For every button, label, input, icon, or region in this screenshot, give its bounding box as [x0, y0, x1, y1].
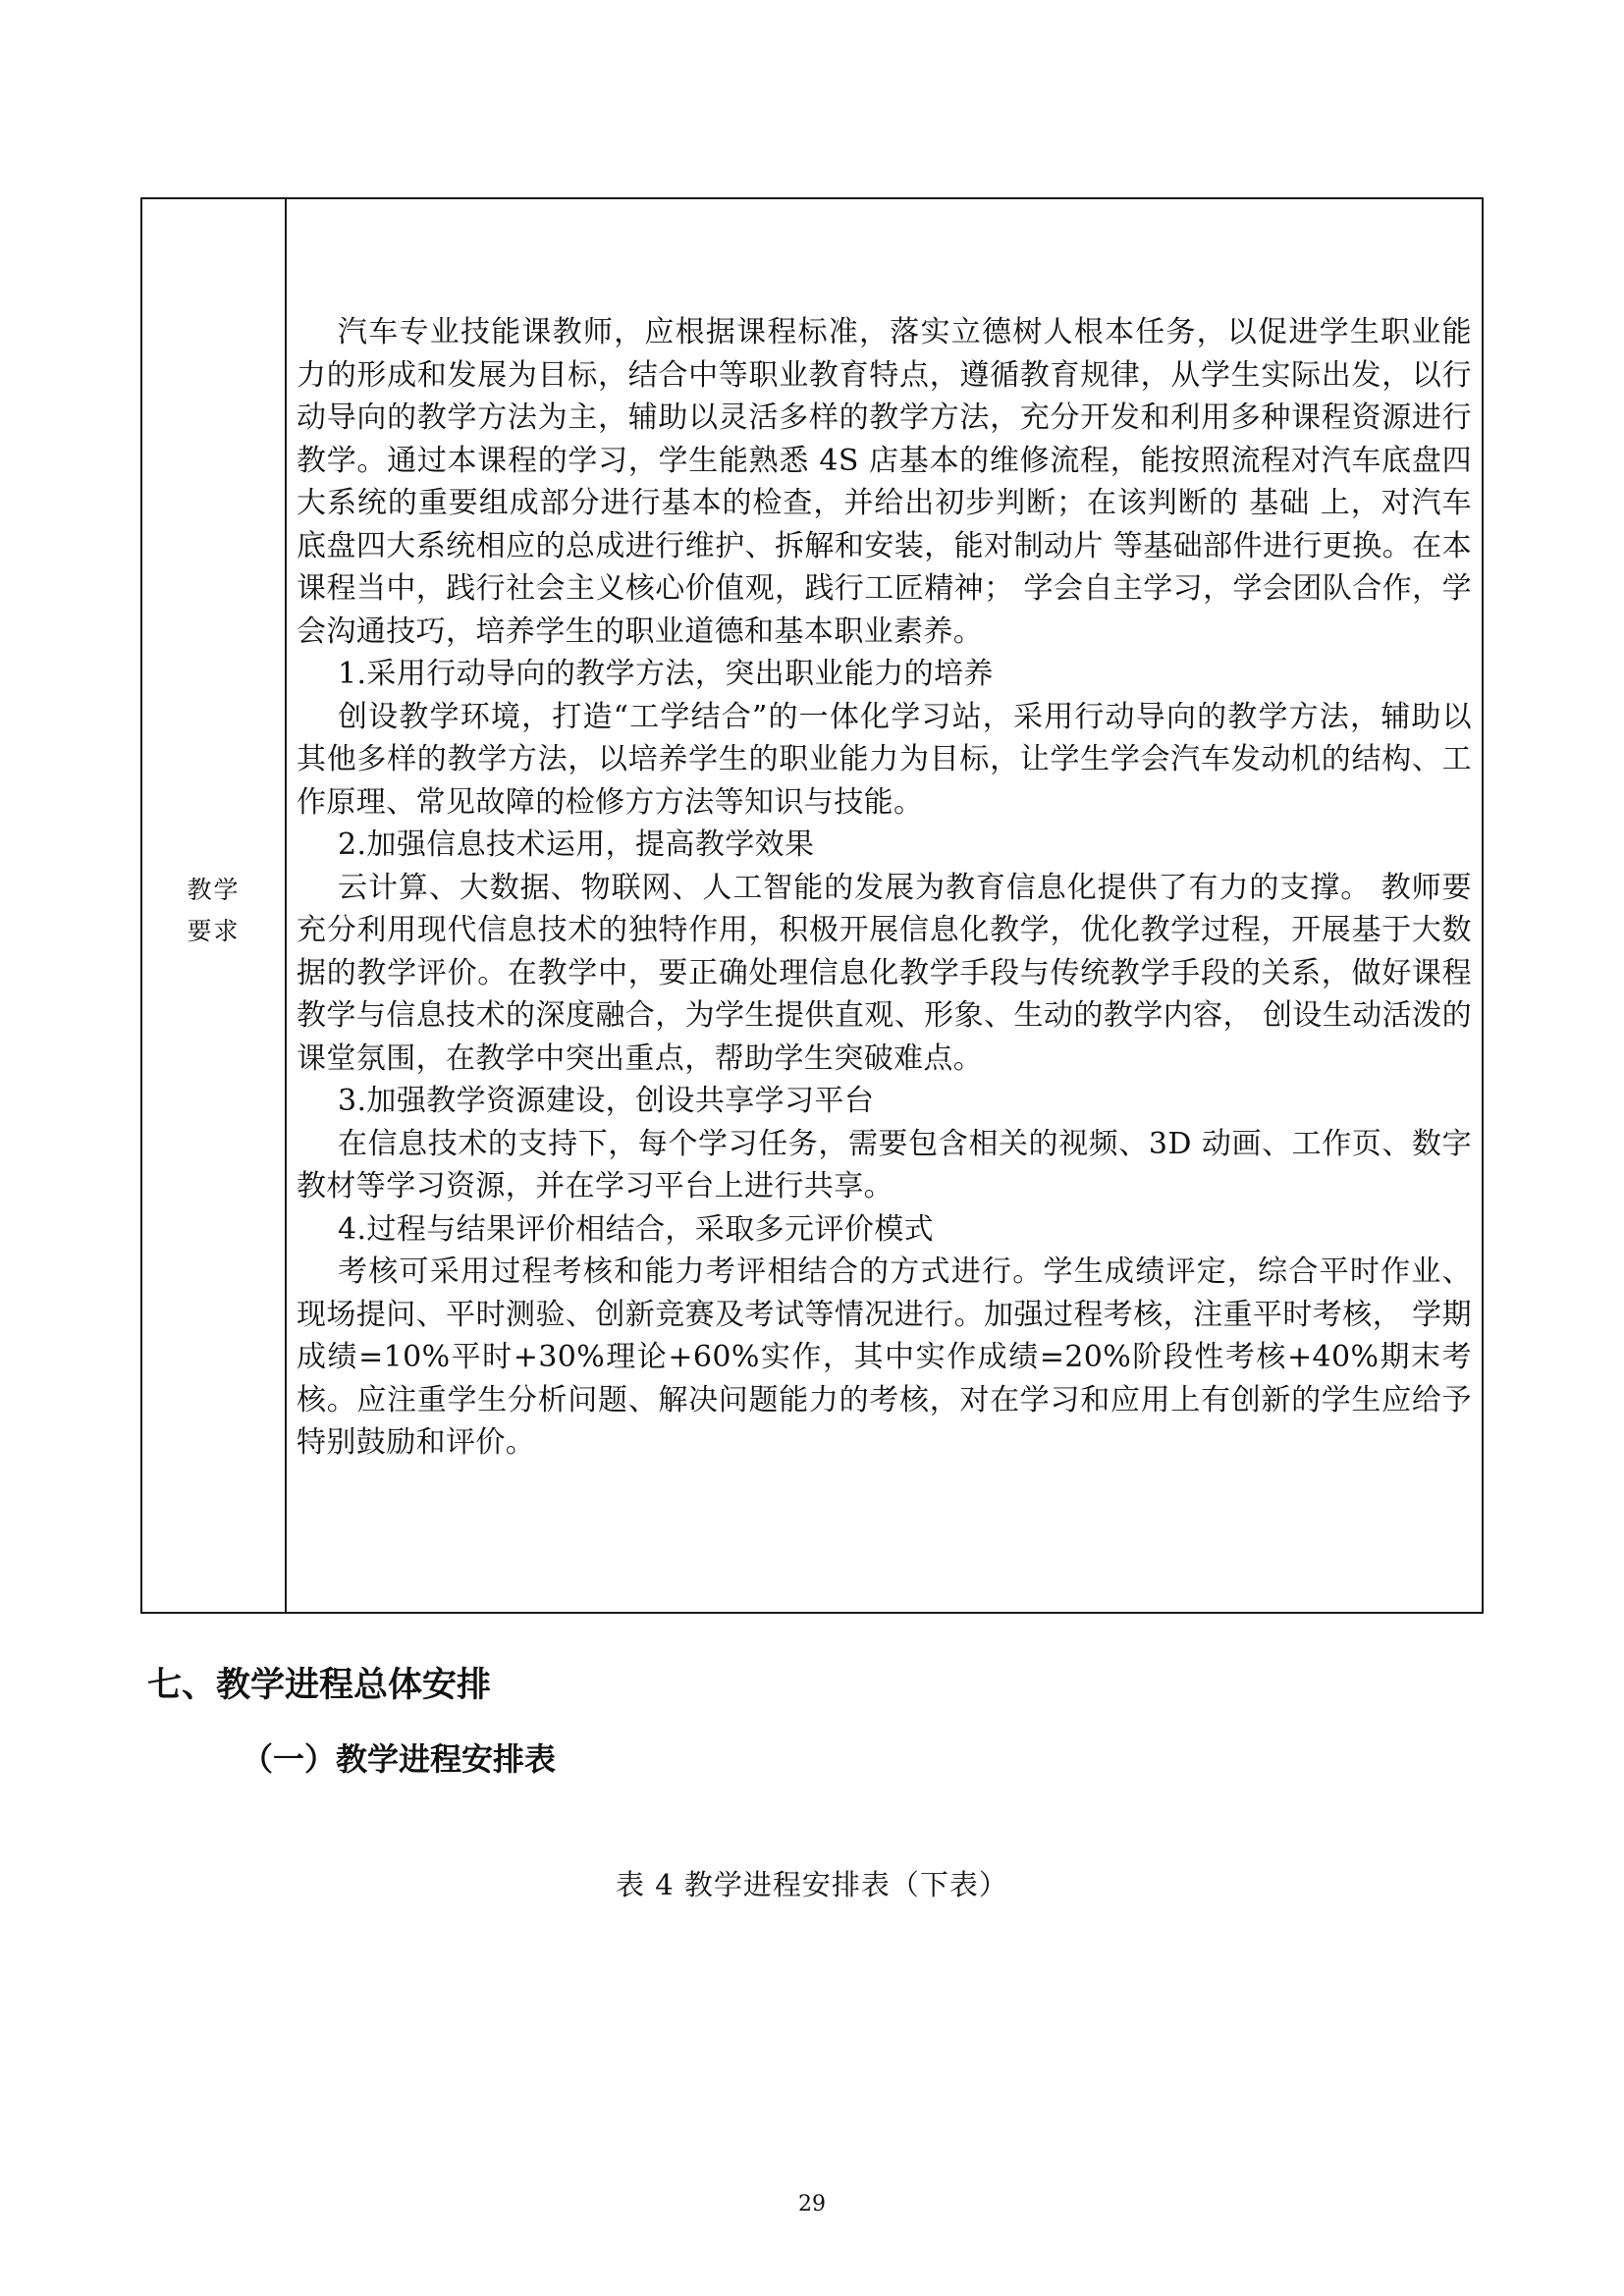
requirements-paragraph: 云计算、大数据、物联网、人工智能的发展为教育信息化提供了有力的支撑。 教师要充分利用现代信息技术的独特作用，积极开展信息化教学，优化教学过程，开展基于大数据的教学评价。在教学中，要正确处理信息化教学手段与传统教学手段的关系，做好课程教学与信息技术的深度融合，为学生提供直观、形象、生动的教学内容， 创设生动活泼的课堂氛围，在教学中突出重点，帮助学生突破难点。 — [297, 870, 1472, 1076]
requirements-paragraph: 在信息技术的支持下，每个学习任务，需要包含相关的视频、3D 动画、工作页、数字教材等学习资源，并在学习平台上进行共享。 — [297, 1126, 1472, 1203]
section-heading: 七、教学进程总体安排 — [147, 1666, 492, 1705]
requirements-item-heading: 2.加强信息技术运用，提高教学效果 — [338, 828, 815, 862]
teaching-requirements-table — [140, 197, 1484, 1614]
requirements-item-heading: 3.加强教学资源建设，创设共享学习平台 — [338, 1084, 875, 1118]
requirements-label-cell — [142, 199, 287, 1612]
requirements-content-cell — [287, 199, 1482, 1612]
requirements-content — [297, 311, 1472, 1465]
requirements-paragraph: 创设教学环境，打造“工学结合”的一体化学习站，采用行动导向的教学方法，辅助以其他多样的教学方法，以培养学生的职业能力为目标，让学生学会汽车发动机的结构、工作原理、常见故障的检修方方法等知识与技能。 — [297, 699, 1472, 820]
requirements-item-heading: 1.采用行动导向的教学方法，突出职业能力的培养 — [338, 657, 994, 691]
table-caption: 表 4 教学进程安排表（下表） — [616, 1868, 1008, 1901]
requirements-paragraph: 汽车专业技能课教师，应根据课程标准，落实立德树人根本任务，以促进学生职业能力的形成和发展为目标，结合中等职业教育特点，遵循教育规律，从学生实际出发，以行动导向的教学方法为主，辅助以灵活多样的教学方法，充分开发和利用多种课程资源进行教学。通过本课程的学习，学生能熟悉 4S 店基本的维修流程，能按照流程对汽车底盘四大系统的重要组成部分进行基本的检查，并给出初步判断；在该判断的 基础 上，对汽车底盘四大系统相应的总成进行维护、拆解和安装，能对制动片 等基础部件进行更换。在本课程当中，践行社会主义核心价值观，践行工匠精神； 学会自主学习，学会团队合作，学会沟通技巧，培养学生的职业道德和基本职业素养。 — [297, 315, 1472, 649]
sub-heading: （一）教学进程安排表 — [242, 1740, 557, 1778]
requirements-label-line2: 要求 — [187, 917, 241, 945]
requirements-paragraph: 考核可采用过程考核和能力考评相结合的方式进行。学生成绩评定，综合平时作业、现场提问、平时测验、创新竞赛及考试等情况进行。加强过程考核，注重平时考核， 学期成绩=10%平时+30%理论+60%实作，其中实作成绩=20%阶段性考核+40%期末考核。应注重学生分析问题、解决问题能力的考核，对在学习和应用上有创新的学生应给予特别鼓励和评价。 — [297, 1255, 1472, 1460]
requirements-item-heading: 4.过程与结果评价相结合，采取多元评价模式 — [338, 1211, 935, 1247]
requirements-label-line1: 教学 — [187, 876, 241, 904]
requirements-label — [142, 870, 285, 952]
page-number: 29 — [798, 2192, 826, 2216]
